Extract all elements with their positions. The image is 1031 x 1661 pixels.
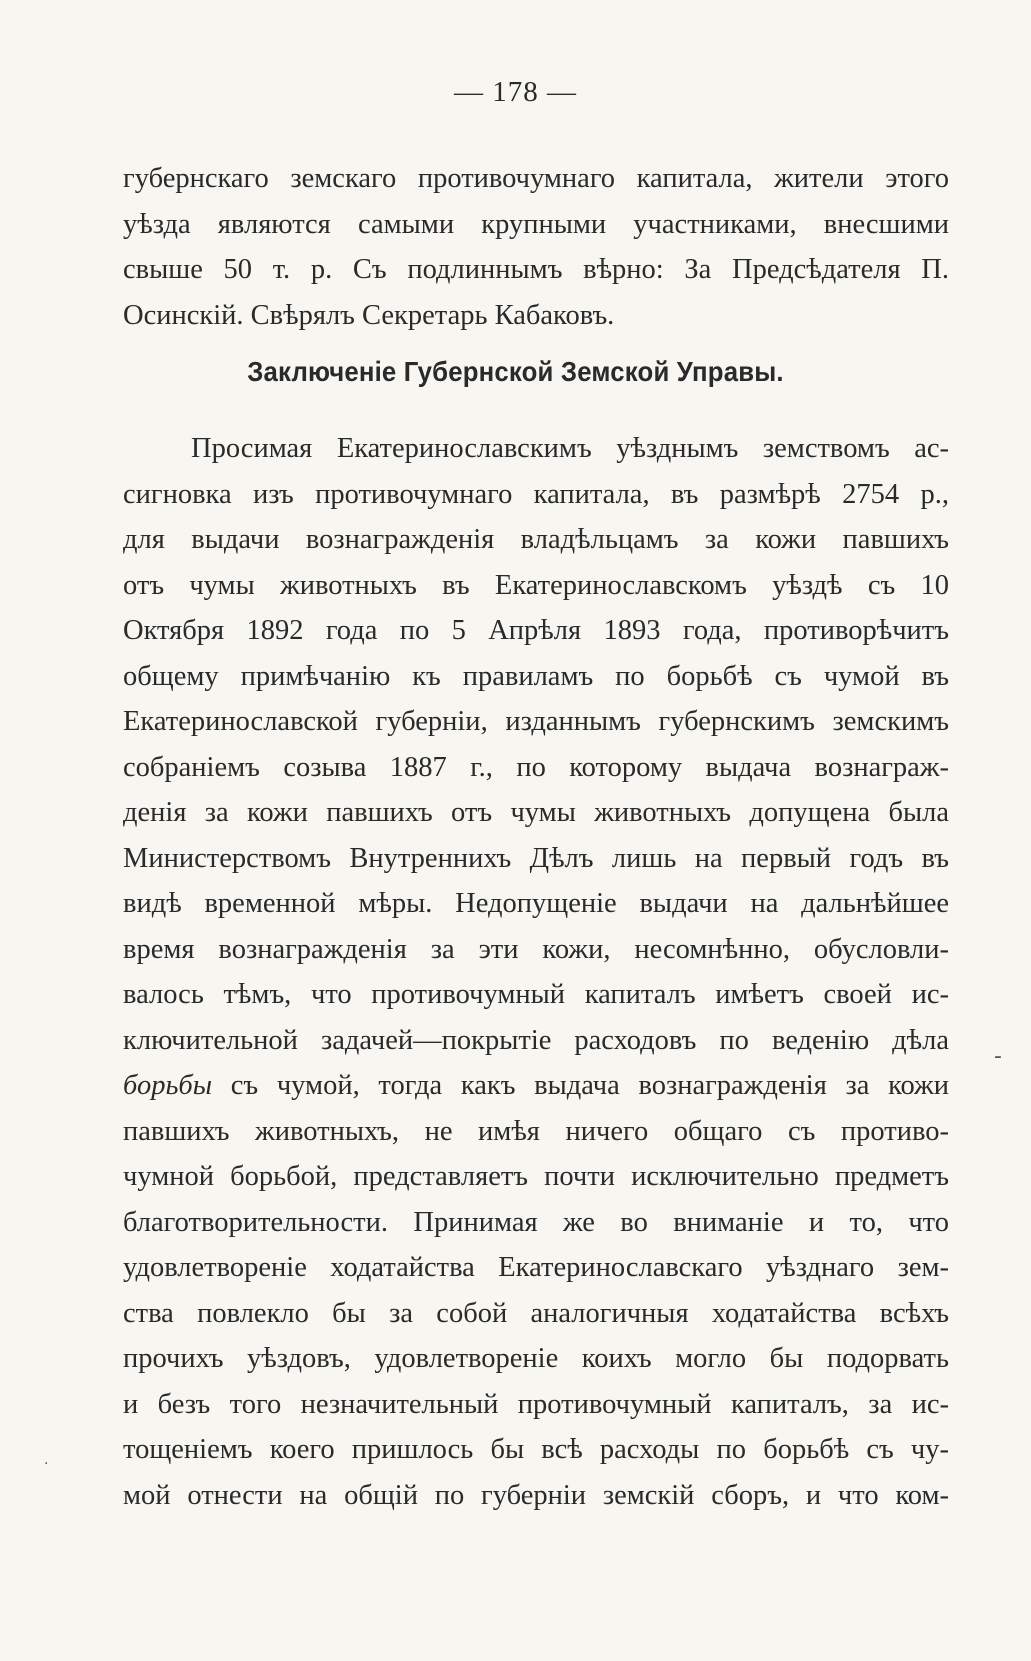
- page-number: — 178 —: [454, 76, 577, 108]
- text-line: денія за кожи павшихъ отъ чумы животныхъ допущена была: [123, 797, 949, 828]
- text-line: губернскаго земскаго противочумнаго капитала, жители этого: [123, 163, 949, 194]
- text-line: и безъ того незначительный противочумный капиталъ, за ис-: [123, 1388, 949, 1420]
- text-line: Екатеринославской губерніи, изданнымъ губернскимъ земскимъ: [123, 706, 949, 737]
- text-line: удовлетвореніе ходатайства Екатеринославскаго уѣзднаго зем-: [123, 1252, 949, 1283]
- text-line: видѣ временной мѣры. Недопущеніе выдачи на дальнѣйшее: [123, 888, 949, 919]
- text-line: чумной борьбой, представляетъ почти исключительно предметъ: [123, 1161, 949, 1192]
- text-line: свыше 50 т. р. Съ подлиннымъ вѣрно: За Предсѣдателя П.: [123, 254, 949, 285]
- text-line: благотворительности. Принимая же во вниманіе и то, что: [123, 1206, 949, 1238]
- text-line: валось тѣмъ, что противочумный капиталъ имѣетъ своей ис-: [123, 979, 949, 1010]
- text-line-with-italic: [123, 1063, 949, 1109]
- margin-dash-mark: -: [994, 1044, 1002, 1069]
- text-line: собраніемъ созыва 1887 г., по которому выдача вознаграж-: [123, 751, 949, 783]
- text-line: прочихъ уѣздовъ, удовлетвореніе коихъ могло бы подорвать: [123, 1343, 949, 1374]
- section-heading: Заключеніе Губернской Земской Управы.: [247, 356, 784, 387]
- text-line: Октября 1892 года по 5 Апрѣля 1893 года, противорѣчитъ: [123, 615, 949, 646]
- text-line: Просимая Екатеринославскимъ уѣзднымъ земствомъ ас-: [191, 433, 949, 464]
- text-line: сигновка изъ противочумнаго капитала, въ размѣрѣ 2754 р.,: [123, 478, 949, 510]
- text-line: время вознагражденія за эти кожи, несомнѣнно, обусловли-: [123, 933, 949, 965]
- text-line: для выдачи вознагражденія владѣльцамъ за кожи павшихъ: [123, 524, 949, 555]
- text-line: уѣзда являются самыми крупными участниками, внесшими: [123, 208, 949, 240]
- text-line: тощеніемъ коего пришлось бы всѣ расходы по борьбѣ съ чу-: [123, 1434, 949, 1465]
- main-paragraph: [123, 426, 949, 1518]
- text-line: ства повлекло бы за собой аналогичныя ходатайства всѣхъ: [123, 1297, 949, 1329]
- text-line: общему примѣчанію къ правиламъ по борьбѣ съ чумой въ: [123, 660, 949, 692]
- italic-word: борьбы: [123, 1070, 213, 1101]
- text-line: павшихъ животныхъ, не имѣя ничего общаго съ противо-: [123, 1115, 949, 1147]
- text-line-rest: съ чумой, тогда какъ выдача вознагражденія за кожи: [230, 1070, 949, 1101]
- intro-paragraph: [123, 156, 949, 338]
- text-line: отъ чумы животныхъ въ Екатеринославскомъ уѣздѣ съ 10: [123, 569, 949, 601]
- text-line: Осинскій. Свѣрялъ Секретарь Кабаковъ.: [123, 299, 615, 331]
- margin-dot-mark: .: [44, 1452, 49, 1468]
- text-line: Министерствомъ Внутреннихъ Дѣлъ лишь на первый годъ въ: [123, 842, 949, 874]
- text-line: мой отнести на общій по губерніи земскій сборъ, и что ком-: [123, 1479, 949, 1511]
- text-line: ключительной задачей—покрытіе расходовъ по веденію дѣла: [123, 1024, 949, 1056]
